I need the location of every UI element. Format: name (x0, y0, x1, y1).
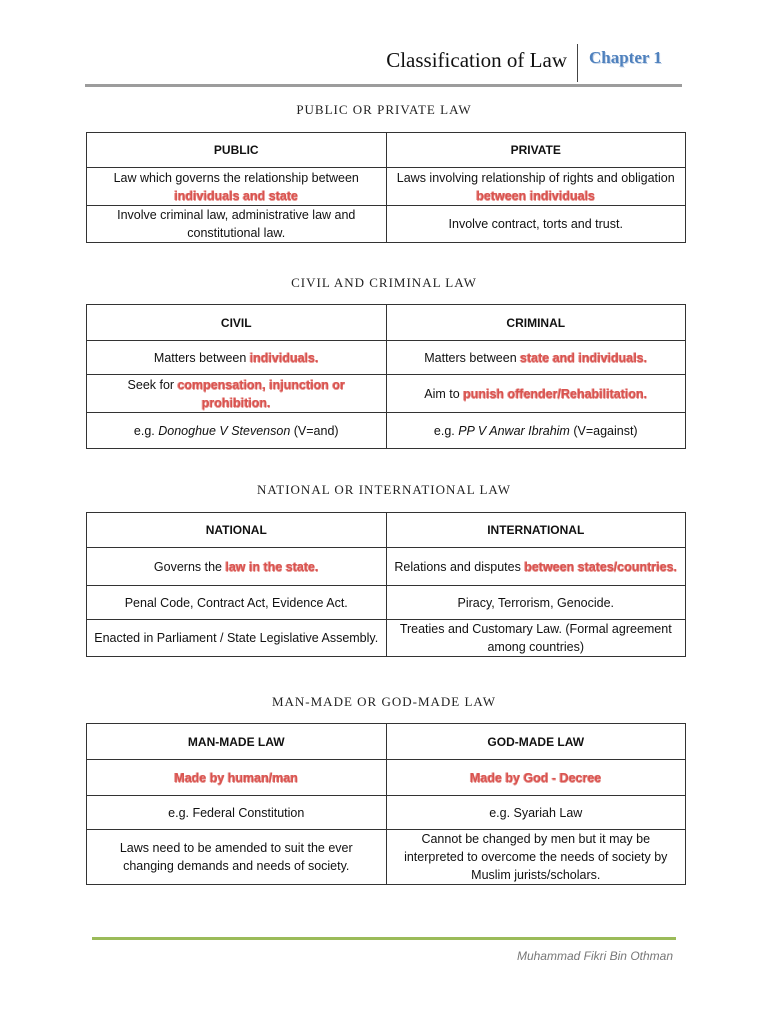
table-cell: e.g. Federal Constitution (87, 796, 387, 830)
table-national-international (86, 512, 686, 657)
table-row (87, 796, 686, 830)
table-cell: Seek for compensation, injunction or prohibition. (87, 375, 387, 413)
table-row (87, 760, 686, 796)
column-header: CIVIL (87, 305, 387, 341)
table-cell: Governs the law in the state. (87, 548, 387, 586)
table-cell: Relations and disputes between states/countries. (386, 548, 686, 586)
column-header: NATIONAL (87, 513, 387, 548)
footer-author: Muhammad Fikri Bin Othman (516, 949, 673, 963)
page-header (85, 36, 682, 87)
table-row (87, 586, 686, 620)
section-title-national-international: NATIONAL OR INTERNATIONAL LAW (256, 482, 512, 497)
section-title-man-god-made: MAN-MADE OR GOD-MADE LAW (271, 694, 497, 709)
table-cell: Laws involving relationship of rights and obligation between individuals (386, 168, 686, 206)
footer-divider (92, 937, 676, 940)
table-row (87, 620, 686, 657)
column-header: GOD-MADE LAW (386, 724, 686, 760)
column-header: MAN-MADE LAW (87, 724, 387, 760)
table-cell: Aim to punish offender/Rehabilitation. (386, 375, 686, 413)
table-cell: Made by human/man (87, 760, 387, 796)
table-cell: e.g. Donoghue V Stevenson (V=and) (87, 413, 387, 449)
table-cell: e.g. PP V Anwar Ibrahim (V=against) (386, 413, 686, 449)
table-civil-criminal (86, 304, 686, 449)
table-cell: Penal Code, Contract Act, Evidence Act. (87, 586, 387, 620)
table-cell: Cannot be changed by men but it may be interpreted to overcome the needs of society by Muslim jurists/scholars. (386, 830, 686, 885)
table-man-god-made (86, 723, 686, 885)
table-row (87, 375, 686, 413)
table-cell: Law which governs the relationship between individuals and state (87, 168, 387, 206)
column-header: INTERNATIONAL (386, 513, 686, 548)
table-cell: Laws need to be amended to suit the ever changing demands and needs of society. (87, 830, 387, 885)
table-cell: e.g. Syariah Law (386, 796, 686, 830)
column-header: CRIMINAL (386, 305, 686, 341)
table-cell: Matters between state and individuals. (386, 341, 686, 375)
table-cell: Involve contract, torts and trust. (386, 206, 686, 243)
column-header: PRIVATE (386, 133, 686, 168)
chapter-label: Chapter 1 (589, 48, 662, 67)
table-row (87, 206, 686, 243)
table-cell: Treaties and Customary Law. (Formal agreement among countries) (386, 620, 686, 657)
table-row (87, 341, 686, 375)
section-title-civil-criminal: CIVIL AND CRIMINAL LAW (291, 275, 477, 290)
column-header: PUBLIC (87, 133, 387, 168)
table-row (87, 413, 686, 449)
table-cell: Piracy, Terrorism, Genocide. (386, 586, 686, 620)
section-title-public-private: PUBLIC OR PRIVATE LAW (296, 102, 472, 117)
table-row (87, 830, 686, 885)
document-title: Classification of Law (386, 48, 567, 72)
table-cell: Involve criminal law, administrative law and constitutional law. (87, 206, 387, 243)
table-cell: Matters between individuals. (87, 341, 387, 375)
table-row (87, 548, 686, 586)
header-divider (577, 44, 578, 82)
table-cell: Enacted in Parliament / State Legislative Assembly. (87, 620, 387, 657)
table-cell: Made by God - Decree (386, 760, 686, 796)
table-row (87, 168, 686, 206)
table-public-private (86, 132, 686, 243)
